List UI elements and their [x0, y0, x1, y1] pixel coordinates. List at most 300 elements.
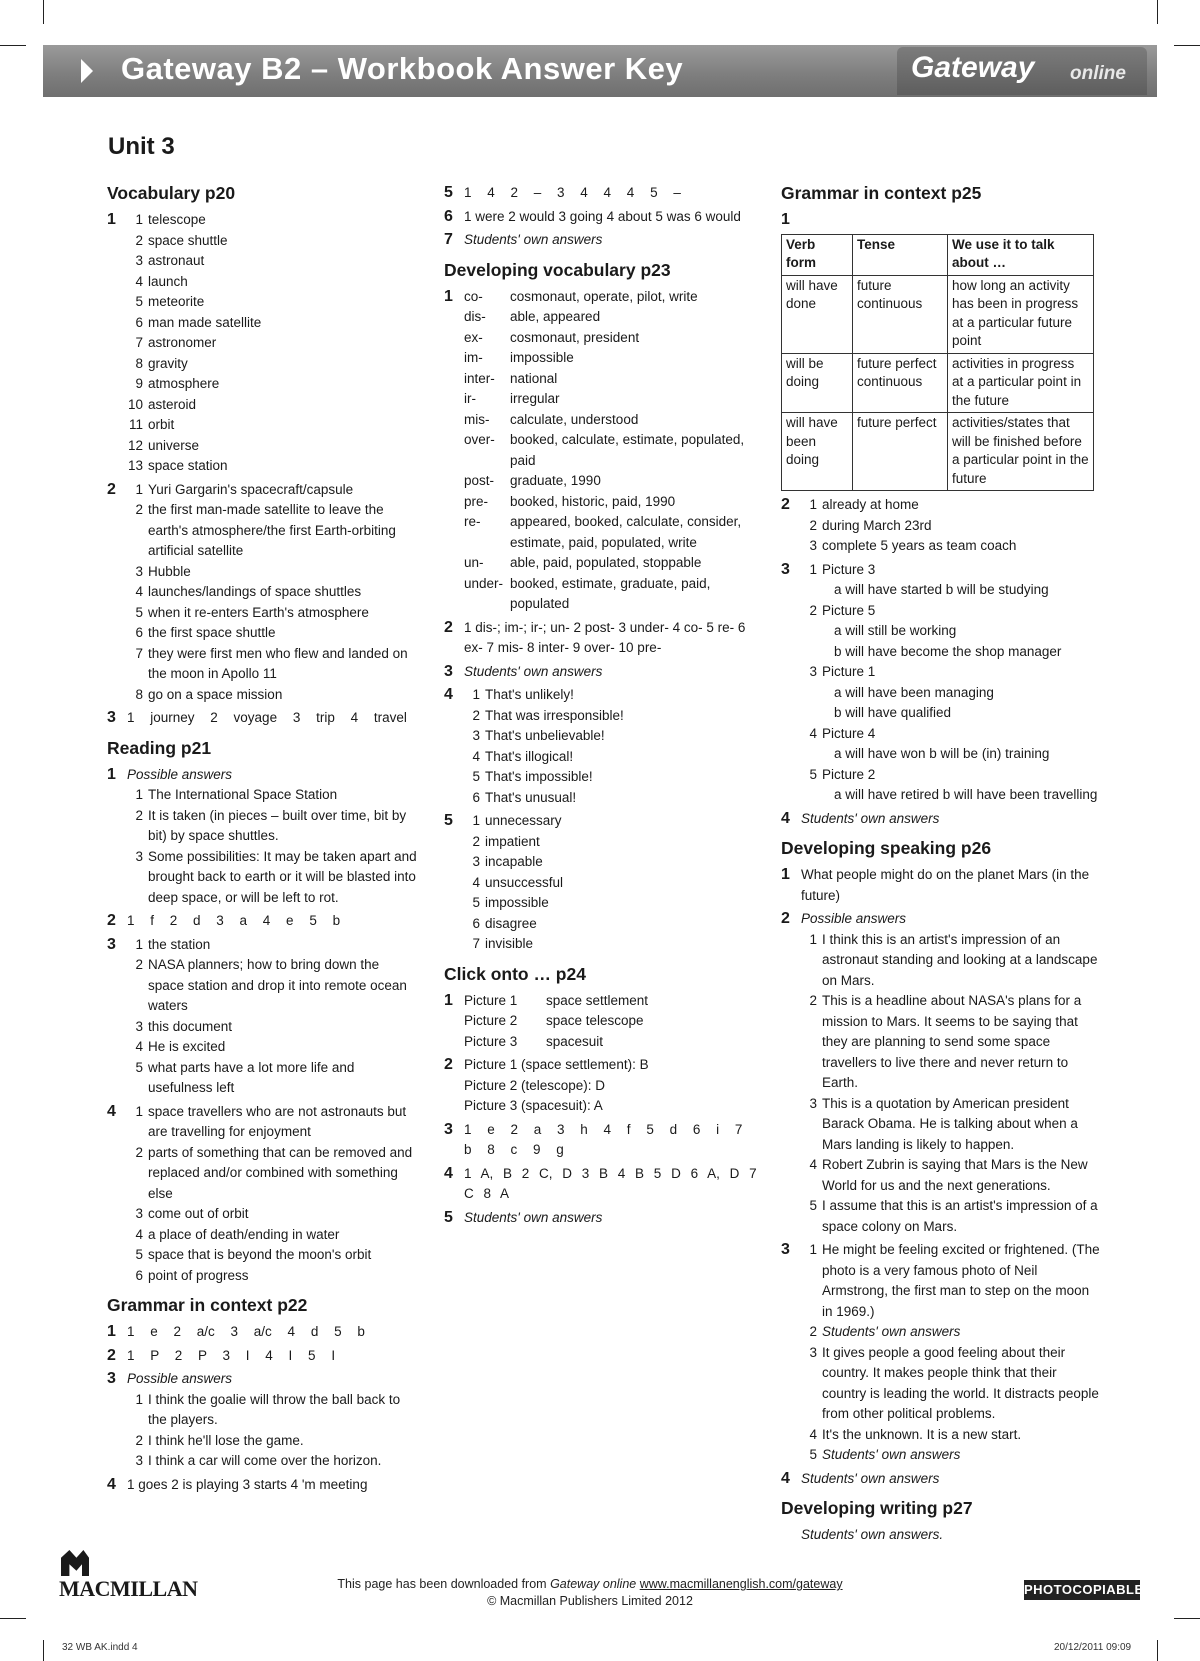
answer-note: Possible answers [801, 911, 907, 926]
section-heading-click-onto: Click onto … p24 [444, 963, 586, 984]
sub-answer [127, 333, 417, 354]
sub-answer [127, 251, 417, 272]
table-cell: activities in progress at a particular point in the future [948, 353, 1094, 413]
crop-mark [0, 1618, 26, 1619]
sub-answer-text: meteorite [148, 294, 205, 309]
sub-answer-number: 6 [135, 314, 143, 330]
exercise-4: 4 1 goes 2 is playing 3 starts 4 'm meeting [107, 1475, 417, 1496]
exercise-4: 4 1 That's unlikely! 2 That was irresponsible! 3 That's unbelievable! 4 That's illogical! 5 That's impossible! 6 That's unusual! [444, 685, 759, 808]
prefix-row [464, 430, 759, 471]
sub-answer [801, 601, 1101, 663]
sub-answer-number: 2 [135, 957, 143, 972]
answer-line: 1 were 2 would 3 going 4 about 5 was 6 would [464, 208, 741, 224]
sub-answer-number: 7 [135, 645, 143, 661]
exercise-1: 1 co- cosmonaut, operate, pilot, write dis- able, appeared ex- cosmonaut, president im- impossible inter- national ir- irregular mis- calculate, understood over- booked, calculate, estimate, populated, paid post- graduate, 1990 pre- booked, historic, paid, 1990 re- appeared, booked, calculate, consider, estimate, paid, populated, write un- able, paid, populated, stoppable under- booked, estimate, graduate, paid, populated [444, 287, 759, 615]
sub-answer-number: 3 [135, 848, 143, 864]
sub-answer-text: It gives people a good feeling about their country. It makes people think that their country is leading the world. It distracts people from other political problems. [822, 1344, 1099, 1421]
table-cell: future perfect continuous [853, 353, 948, 413]
sub-answer [801, 536, 1101, 557]
sub-answer [127, 415, 417, 436]
verb-tense-table [781, 234, 1094, 492]
sub-answer-text: The International Space Station [148, 787, 338, 802]
table-cell: will have done [782, 275, 853, 353]
table-header: Verb form [782, 234, 853, 275]
picture-title: Picture 1 [822, 664, 876, 679]
sub-answer-number: 1 [135, 936, 143, 952]
sub-answer [464, 832, 759, 853]
sub-answer [464, 811, 759, 832]
sub-answer-number: 4 [472, 874, 480, 890]
picture-title: Picture 5 [822, 602, 876, 618]
prefix-words: impossible [510, 350, 574, 365]
prefix: pre- [464, 493, 489, 509]
sub-answer [127, 210, 417, 231]
sub-answer-number: 8 [135, 355, 143, 371]
sub-answer-text [822, 560, 1101, 601]
sub-answer-number: 6 [135, 625, 143, 640]
sub-answer-text: impossible [485, 895, 549, 910]
sub-answer-number: 4 [135, 273, 143, 289]
sub-answer-number: 7 [472, 936, 480, 951]
sub-answer [127, 1143, 417, 1205]
sub-answer [127, 500, 417, 562]
answer-line: Students' own answers [464, 663, 603, 679]
sub-answer [127, 644, 417, 685]
exercise-1: 1 Possible answers 1 The International Space Station 2 It is taken (in pieces – built over time, bit by bit) by space shuttles. 3 Some possibilities: It may be taken apart and brought back to earth or it will be blasted into deep space, or will be left to rot. [107, 765, 417, 909]
sub-answer-number: 5 [135, 604, 143, 620]
sub-answer-number: 3 [135, 563, 143, 579]
exercise-4: 4 1 space travellers who are not astronauts but are travelling for enjoyment 2 parts of something that can be removed and replaced and/or combined with something else 3 come out of orbit 4 a place of death/ending in water 5 space that is beyond the moon's orbit 6 point of progress [107, 1102, 417, 1287]
prefix: dis- [464, 309, 486, 324]
table-row [782, 275, 1094, 353]
exercise-3: 3 Students' own answers [444, 662, 759, 683]
macmillan-wordmark: MACMILLAN [59, 1576, 198, 1601]
sub-answer [127, 1017, 417, 1038]
sub-answer-text: space station [148, 458, 228, 473]
picture-title: Picture 4 [822, 725, 876, 741]
sub-answer-text: launch [148, 273, 188, 289]
footer-copyright: © Macmillan Publishers Limited 2012 [487, 1594, 693, 1608]
prefix-row [464, 471, 759, 492]
sub-answer-number: 1 [135, 212, 143, 227]
sub-answer-number: 1 [135, 787, 143, 802]
sub-answer-number: 3 [135, 1453, 143, 1468]
table-cell: future continuous [853, 275, 948, 353]
gateway-online-logo [897, 47, 1147, 95]
sub-answer [464, 788, 759, 809]
sub-answer-text: orbit [148, 417, 175, 432]
prefix-words: national [510, 370, 558, 386]
prefix: over- [464, 432, 495, 447]
sub-answer-text: launches/landings of space shuttles [148, 584, 362, 599]
answer-line: 1 e 2 a 3 h 4 f 5 d 6 i 7 b 8 c 9 g [464, 1121, 743, 1157]
picture-row [464, 1032, 759, 1053]
exercise-3: 3 1 He might be feeling excited or frightened. (The photo is a very famous photo of Neil Armstrong, the first man to step on the moon in 1969.) 2 Students' own answers 3 It gives people a good feeling about their country. It makes people think that their country is leading the world. It distracts people from other political problems. 4 It's the unknown. It is a new start. 5 Students' own answers [781, 1240, 1101, 1466]
sub-answer-number: 2 [809, 517, 817, 533]
sub-answer-text: That's unbelievable! [485, 728, 605, 743]
sub-answer [127, 1266, 417, 1287]
prefix-row [464, 553, 759, 574]
table-cell: will be doing [782, 353, 853, 413]
sub-answer-number: 2 [135, 1144, 143, 1160]
sub-answer [127, 955, 417, 1017]
logo-sub-text: online [1070, 63, 1126, 84]
exercise-3: 3 Possible answers 1 I think the goalie will throw the ball back to the players. 2 I think he'll lose the game. 3 I think a car will come over the horizon. [107, 1369, 417, 1472]
sub-answer-number: 2 [472, 833, 480, 849]
exercise-1: 1 What people might do on the planet Mars (in the future) [781, 865, 1101, 906]
prefix: inter- [464, 370, 495, 386]
exercise-1: 1 [781, 211, 790, 228]
sub-answer-number: 8 [135, 686, 143, 702]
sub-answer-number: 3 [472, 728, 480, 743]
sub-answer-text: during March 23rd [822, 517, 932, 533]
sub-answer [127, 1225, 417, 1246]
sub-answer-text: space travellers who are not astronauts but are travelling for enjoyment [148, 1103, 407, 1139]
sub-answer [127, 436, 417, 457]
prefix-words: calculate, understood [510, 411, 639, 427]
exercise-4: 4 Students' own answers [781, 1469, 1101, 1490]
sub-answer-number: 2 [135, 502, 143, 517]
exercise-1: 1 1 e 2 a/c 3 a/c 4 d 5 b [107, 1322, 417, 1343]
exercise-1: 1 Picture 1 space settlement Picture 2 space telescope Picture 3 spacesuit [444, 991, 759, 1053]
photocopiable-badge: PHOTOCOPIABLE [1024, 1580, 1140, 1600]
section-heading-developing-vocabulary: Developing vocabulary p23 [444, 259, 671, 280]
logo-main-text: Gateway [911, 51, 1035, 84]
sub-answer-number: 5 [135, 294, 143, 309]
sub-answer [127, 1058, 417, 1099]
prefix-row [464, 410, 759, 431]
sub-answer-text: come out of orbit [148, 1206, 249, 1221]
sub-answer [127, 395, 417, 416]
sub-answer-text: the station [148, 936, 211, 952]
sub-answer [127, 582, 417, 603]
sub-answer [464, 873, 759, 894]
sub-answer [801, 560, 1101, 601]
sub-answer-text: invisible [485, 936, 534, 951]
answer-line: b will have become the shop manager [834, 643, 1062, 659]
picture-label: Picture 2 [464, 1013, 518, 1028]
sub-answer [801, 1322, 1101, 1343]
sub-answer-text: He might be feeling excited or frightened. (The photo is a very famous photo of Neil Armstrong, the first man to step on the moon in 1969.) [822, 1242, 1100, 1319]
sub-answer [801, 724, 1101, 765]
sub-answer-text: Students' own answers [822, 1447, 961, 1462]
sub-answer-number: 6 [135, 1267, 143, 1283]
exercise-5: 5 1 unnecessary 2 impatient 3 incapable 4 unsuccessful 5 impossible 6 disagree 7 invisible [444, 811, 759, 955]
sub-answer-text [822, 601, 1101, 663]
picture-row [464, 991, 759, 1012]
sub-answer [127, 1431, 417, 1452]
sub-answer-number: 5 [135, 1247, 143, 1262]
sub-answer-text: I think he'll lose the game. [148, 1432, 304, 1448]
exercise-3: 3 1 journey 2 voyage 3 trip 4 travel [107, 708, 417, 729]
prefix-row [464, 287, 759, 308]
site-name: Gateway online [550, 1577, 637, 1591]
sub-answer-number: 9 [135, 376, 143, 391]
sub-answer-number: 6 [472, 915, 480, 931]
sub-answer-text: they were first men who flew and landed on the moon in Apollo 11 [148, 645, 408, 681]
sub-answer [801, 1240, 1101, 1322]
prefix-words: able, paid, populated, stoppable [510, 555, 702, 570]
sub-answer-number: 4 [472, 748, 480, 764]
exercise-5: 5 1 4 2 – 3 4 4 4 5 – [444, 183, 759, 204]
exercise-2: 2 Possible answers 1 I think this is an artist's impression of an astronaut standing and looking at a landscape on Mars. 2 This is a headline about NASA's plans for a mission to Mars. It seems to be saying that they are planning to send some space travellers to live there and never return to Earth. 3 This is a quotation by American president Barack Obama. He is talking about when a Mars landing is likely to happen. 4 Robert Zubrin is saying that Mars is the New World for us and the next generations. 5 I assume that this is an artist's impression of a space colony on Mars. [781, 909, 1101, 1237]
exercise-3: 3 1 the station 2 NASA planners; how to bring down the space station and drop it into remote ocean waters 3 this document 4 He is excited 5 what parts have a lot more life and usefulness left [107, 935, 417, 1099]
sub-answer-text: man made satellite [148, 314, 262, 330]
sub-answer-number: 2 [135, 807, 143, 823]
sub-answer-number: 3 [809, 664, 817, 679]
sub-answer [127, 231, 417, 252]
sub-answer [127, 480, 417, 501]
sub-answer-text: already at home [822, 497, 919, 512]
sub-answer-text: I think the goalie will throw the ball back to the players. [148, 1391, 401, 1427]
answer-line: Students' own answers [464, 232, 603, 247]
sub-answer [801, 1094, 1101, 1156]
picture-label: Picture 1 [464, 992, 518, 1008]
prefix: post- [464, 473, 495, 488]
picture-label: Picture 3 [464, 1033, 518, 1049]
play-arrow-icon [81, 59, 93, 83]
sub-answer-text: This is a quotation by American president Barack Obama. He is talking about when a Mars landing is likely to happen. [822, 1095, 1078, 1152]
sub-answer [464, 893, 759, 914]
footer-link[interactable]: www.macmillanenglish.com/gateway [639, 1577, 843, 1591]
prefix-words: booked, estimate, graduate, paid, populated [510, 575, 711, 611]
answer-line: Picture 3 (spacesuit): A [464, 1098, 603, 1113]
sub-answer-text: when it re-enters Earth's atmosphere [148, 604, 369, 620]
sub-answer-number: 1 [809, 497, 817, 512]
sub-answer [801, 991, 1101, 1094]
crop-mark [1157, 0, 1158, 24]
sub-answer-text: a place of death/ending in water [148, 1226, 340, 1242]
exercise-2: 2 1 Yuri Gargarin's spacecraft/capsule 2 the first man-made satellite to leave the earth's atmosphere/the first Earth-orbiting artificial satellite 3 Hubble 4 launches/landings of space shuttles 5 when it re-enters Earth's atmosphere 6 the first space shuttle 7 they were first men who flew and landed on the moon in Apollo 11 8 go on a space mission [107, 480, 417, 706]
exercise-1: 1 1 telescope 2 space shuttle 3 astronaut 4 launch 5 meteorite 6 man made satellite 7 astronomer 8 gravity 9 atmosphere 10 asteroid 11 orbit 12 universe 13 space station [107, 210, 417, 477]
picture-answer: space telescope [546, 1013, 644, 1028]
exercise-3: 3 1 Picture 3 a will have started b will be studying 2 Picture 5 a will still be working b will have become the shop manager 3 Picture 1 a will have been managing b will have qualified 4 Picture 4 a will have won b will be (in) training 5 Picture 2 a will have retired b will have been travelling [781, 560, 1101, 806]
sub-answer-text: NASA planners; how to bring down the space station and drop it into remote ocean waters [148, 957, 407, 1013]
answer-line: 1 f 2 d 3 a 4 e 5 b [127, 913, 341, 928]
sub-answer [801, 1343, 1101, 1425]
sub-answer [464, 706, 759, 727]
sub-answer [127, 562, 417, 583]
answer-line: Picture 1 (space settlement): B [464, 1057, 649, 1072]
sub-answer-text: This is a headline about NASA's plans for a mission to Mars. It seems to be saying that they are planning to send some space travellers to live there and never return to Earth. [822, 993, 1082, 1090]
answer-line: b will have qualified [834, 705, 952, 720]
slug-right: 20/12/2011 09:09 [1054, 1642, 1132, 1653]
sub-answer-number: 1 [809, 1242, 817, 1257]
sub-answer-text: That's unusual! [485, 789, 577, 805]
sub-answer-text: space that is beyond the moon's orbit [148, 1247, 372, 1262]
sub-answer-text: point of progress [148, 1267, 249, 1283]
sub-answer-number: 5 [809, 1447, 817, 1462]
prefix: under- [464, 575, 504, 591]
prefix-words: graduate, 1990 [510, 473, 601, 488]
answer-line: 1 4 2 – 3 4 4 4 5 – [464, 185, 681, 200]
prefix: co- [464, 288, 483, 304]
sub-answer [127, 603, 417, 624]
sub-answer-text: It is taken (in pieces – built over time, bit by bit) by space shuttles. [148, 807, 407, 843]
sub-answer-number: 2 [135, 1432, 143, 1448]
sub-answer [127, 847, 417, 909]
sub-answer-text [822, 724, 1101, 765]
sub-answer-number: 7 [135, 335, 143, 350]
column-1 [107, 183, 417, 1498]
sub-answer-text: I assume that this is an artist's impression of a space colony on Mars. [822, 1198, 1098, 1234]
table-cell: how long an activity has been in progress at a particular future point [948, 275, 1094, 353]
sub-answer-number: 2 [809, 602, 817, 618]
answer-line: Students' own answers [801, 1470, 940, 1486]
crop-mark [43, 0, 44, 24]
sub-answer [801, 930, 1101, 992]
sub-answer-text: complete 5 years as team coach [822, 538, 1017, 553]
macmillan-logo [59, 1550, 198, 1602]
sub-answer-text: Robert Zubrin is saying that Mars is the New World for us and the next generations. [822, 1157, 1088, 1193]
picture-answer: spacesuit [546, 1033, 604, 1049]
sub-answer-number: 1 [809, 931, 817, 947]
sub-answer-text: gravity [148, 355, 188, 371]
footer-download-line: This page has been downloaded from Gateway online www.macmillanenglish.com/gateway [337, 1577, 843, 1591]
sub-answer [127, 685, 417, 706]
crop-mark [1174, 1618, 1200, 1619]
exercise-6: 6 1 were 2 would 3 going 4 about 5 was 6 would [444, 207, 759, 228]
sub-answer-number: 13 [127, 458, 143, 473]
sub-answer-text: unnecessary [485, 813, 562, 828]
sub-answer [127, 456, 417, 477]
sub-answer [801, 765, 1101, 806]
sub-answer [127, 935, 417, 956]
sub-answer [127, 806, 417, 847]
sub-answer-text: this document [148, 1018, 233, 1034]
sub-answer-text: I think a car will come over the horizon. [148, 1453, 382, 1468]
sub-answer-number: 2 [472, 707, 480, 723]
sub-answer-text: the first man-made satellite to leave the earth's atmosphere/the first Earth-orbiting artificial satellite [148, 502, 396, 558]
prefix-row [464, 369, 759, 390]
picture-title: Picture 3 [822, 561, 876, 577]
sub-answer [801, 1425, 1101, 1446]
sub-answer-number: 4 [809, 1426, 817, 1442]
answer-line: 1 goes 2 is playing 3 starts 4 'm meeting [127, 1476, 368, 1492]
slug-left: 32 WB AK.indd 4 [62, 1642, 138, 1653]
sub-answer-number: 3 [809, 538, 817, 553]
sub-answer-number: 5 [472, 769, 480, 784]
prefix-row [464, 389, 759, 410]
sub-answer-number: 2 [135, 232, 143, 248]
answer-line: a will have been managing [834, 684, 994, 700]
unit-title: Unit 3 [108, 133, 175, 160]
prefix: im- [464, 350, 483, 365]
exercise-2: 2 Picture 1 (space settlement): B Picture 2 (telescope): D Picture 3 (spacesuit): A [444, 1055, 759, 1117]
sub-answer [464, 852, 759, 873]
sub-answer-number: 1 [472, 813, 480, 828]
header-bar [43, 45, 1157, 97]
sub-answer-number: 11 [128, 417, 143, 432]
sub-answer [127, 374, 417, 395]
sub-answer [464, 726, 759, 747]
prefix-words: able, appeared [510, 309, 601, 324]
sub-answer-text: That's unlikely! [485, 687, 574, 702]
sub-answer-text: Students' own answers [822, 1324, 961, 1339]
sub-answer-number: 6 [472, 789, 480, 805]
answer-line: 1 dis-; im-; ir-; un- 2 post- 3 under- 4 co- 5 re- 6 ex- 7 mis- 8 inter- 9 over- 10 pre- [464, 619, 746, 655]
answer-note: Possible answers [127, 1371, 233, 1386]
sub-answer-text: universe [148, 437, 200, 453]
answer-line: 1 e 2 a/c 3 a/c 4 d 5 b [127, 1324, 365, 1339]
sub-answer [464, 767, 759, 788]
sub-answer-text: telescope [148, 212, 206, 227]
prefix-words: cosmonaut, operate, pilot, write [510, 288, 698, 304]
answer-line: Students' own answers. [801, 1527, 944, 1542]
sub-answer-number: 2 [809, 1324, 817, 1339]
sub-answer-text: Yuri Gargarin's spacecraft/capsule [148, 481, 354, 497]
prefix-words: irregular [510, 391, 560, 406]
section-heading-developing-writing: Developing writing p27 [781, 1498, 973, 1518]
sub-answer-text: Some possibilities: It may be taken apart and brought back to earth or it will be blasted into deep space, or will be left to rot. [148, 848, 417, 905]
sub-answer-number: 10 [127, 396, 143, 412]
prefix-row [464, 348, 759, 369]
sub-answer-number: 4 [135, 1226, 143, 1242]
sub-answer [801, 495, 1101, 516]
picture-answer: space settlement [546, 992, 649, 1008]
prefix-words: booked, historic, paid, 1990 [510, 493, 676, 509]
sub-answer-text: the first space shuttle [148, 625, 276, 640]
sub-answer-number: 1 [135, 481, 143, 497]
sub-answer-text: That's illogical! [485, 748, 574, 764]
sub-answer-number: 4 [135, 1039, 143, 1054]
sub-answer-text [822, 662, 1101, 724]
sub-answer-number: 3 [135, 1018, 143, 1034]
table-row [782, 413, 1094, 491]
sub-answer [127, 313, 417, 334]
sub-answer [801, 662, 1101, 724]
sub-answer-number: 4 [809, 725, 817, 741]
picture-title: Picture 2 [822, 766, 876, 782]
sub-answer [801, 1155, 1101, 1196]
section-heading-reading: Reading p21 [107, 737, 212, 758]
exercise-3: 3 1 e 2 a 3 h 4 f 5 d 6 i 7 b 8 c 9 g [444, 1120, 759, 1161]
sub-answer [127, 1102, 417, 1143]
sub-answer-text: astronaut [148, 253, 205, 268]
page-title: Gateway B2 – Workbook Answer Key [121, 51, 684, 86]
exercise-2: 2 1 f 2 d 3 a 4 e 5 b [107, 911, 417, 932]
macmillan-m-icon [61, 1550, 89, 1576]
sub-answer-number: 3 [135, 1206, 143, 1221]
sub-answer-text: He is excited [148, 1039, 226, 1054]
crop-mark [1174, 45, 1200, 46]
column-3 [781, 183, 1101, 1549]
table-cell: activities/states that will be finished before a particular point in the future [948, 413, 1094, 491]
answer-line: Students' own answers [464, 1209, 603, 1225]
sub-answer [127, 785, 417, 806]
answer-line: What people might do on the planet Mars (in the future) [801, 867, 1090, 903]
sub-answer-number: 3 [472, 854, 480, 869]
sub-answer-number: 4 [135, 584, 143, 599]
sub-answer-number: 1 [472, 687, 480, 702]
exercise-5: 5 Students' own answers [444, 1208, 759, 1229]
sub-answer [127, 1204, 417, 1225]
sub-answer [464, 685, 759, 706]
sub-answer [127, 623, 417, 644]
sub-answer-text: It's the unknown. It is a new start. [822, 1426, 1022, 1442]
sub-answer-number: 1 [135, 1103, 143, 1119]
sub-answer-text: That's impossible! [485, 769, 593, 784]
prefix-words: appeared, booked, calculate, consider, estimate, paid, populated, write [510, 514, 742, 550]
sub-answer [801, 1196, 1101, 1237]
prefix-words: cosmonaut, president [510, 329, 640, 345]
prefix: re- [464, 514, 481, 529]
crop-mark [0, 45, 26, 46]
answer-line: 1 journey 2 voyage 3 trip 4 travel [127, 710, 407, 725]
prefix-row [464, 574, 759, 615]
crop-mark [1157, 1640, 1158, 1661]
prefix: ir- [464, 391, 476, 406]
